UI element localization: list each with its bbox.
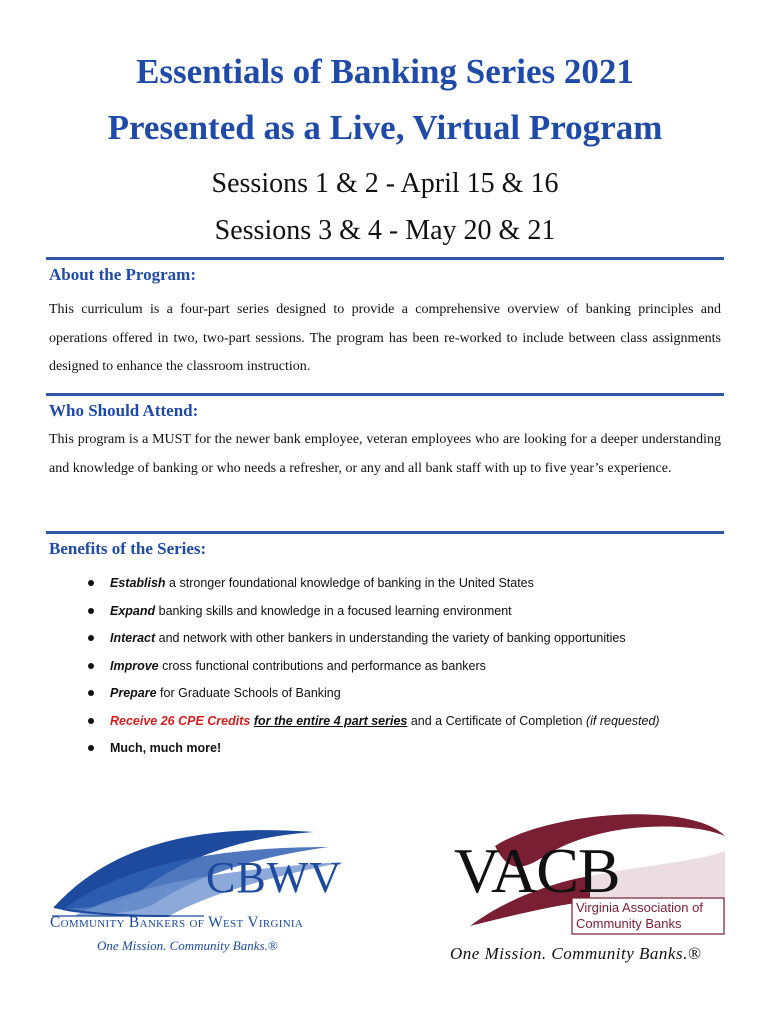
list-item: Improve cross functional contributions and performance as bankers (88, 654, 660, 682)
divider (46, 531, 724, 534)
vacb-name-line-1: Virginia Association of (576, 900, 703, 915)
list-item: Interact and network with other bankers in understanding the variety of banking opportunities (88, 626, 660, 654)
divider (46, 393, 724, 396)
cbwv-tagline: One Mission. Community Banks.® (97, 938, 278, 953)
sessions-line-2: Sessions 3 & 4 - May 20 & 21 (214, 215, 556, 246)
about-heading: About the Program: (49, 265, 196, 284)
divider (46, 257, 724, 260)
about-text: This curriculum is a four-part series designed to provide a comprehensive overview of banking principles and operations offered in two, two-part sessions. The program has been re-worked to include between class assignments designed to enhance the classroom instruction. (49, 302, 721, 374)
cbwv-name: Community Bankers of West Virginia (50, 914, 304, 931)
bullet-icon (88, 608, 94, 614)
benefits-list (88, 571, 660, 764)
bullet-icon (88, 718, 94, 724)
bullet-icon (88, 745, 94, 751)
bullet-icon (88, 580, 94, 586)
benefits-heading: Benefits of the Series: (49, 539, 207, 558)
attend-heading: Who Should Attend: (49, 401, 199, 420)
sessions-line-1: Sessions 1 & 2 - April 15 & 16 (211, 168, 559, 199)
vacb-tagline: One Mission. Community Banks.® (450, 944, 702, 963)
bullet-icon (88, 635, 94, 641)
attend-text: This program is a MUST for the newer bank employee, veteran employees who are looking for a deeper understanding and knowledge of banking or who needs a refresher, or any and all bank staff with up to five year’s experience. (49, 432, 721, 476)
bullet-icon (88, 690, 94, 696)
page-title: Essentials of Banking Series 2021 (136, 52, 634, 91)
list-item: Establish a stronger foundational knowledge of banking in the United States (88, 571, 660, 599)
list-item: Prepare for Graduate Schools of Banking (88, 681, 660, 709)
list-item: Expand banking skills and knowledge in a focused learning environment (88, 599, 660, 627)
list-item: Much, much more! (88, 736, 660, 764)
cbwv-logo-text: CBWV (206, 853, 342, 902)
cpe-credits-item: Receive 26 CPE Credits for the entire 4 part series and a Certificate of Completion (if requested) (88, 709, 660, 737)
page-subtitle: Presented as a Live, Virtual Program (107, 108, 663, 147)
bullet-icon (88, 663, 94, 669)
vacb-name-line-2: Community Banks (576, 916, 682, 931)
vacb-logo-text: VACB (454, 835, 620, 906)
